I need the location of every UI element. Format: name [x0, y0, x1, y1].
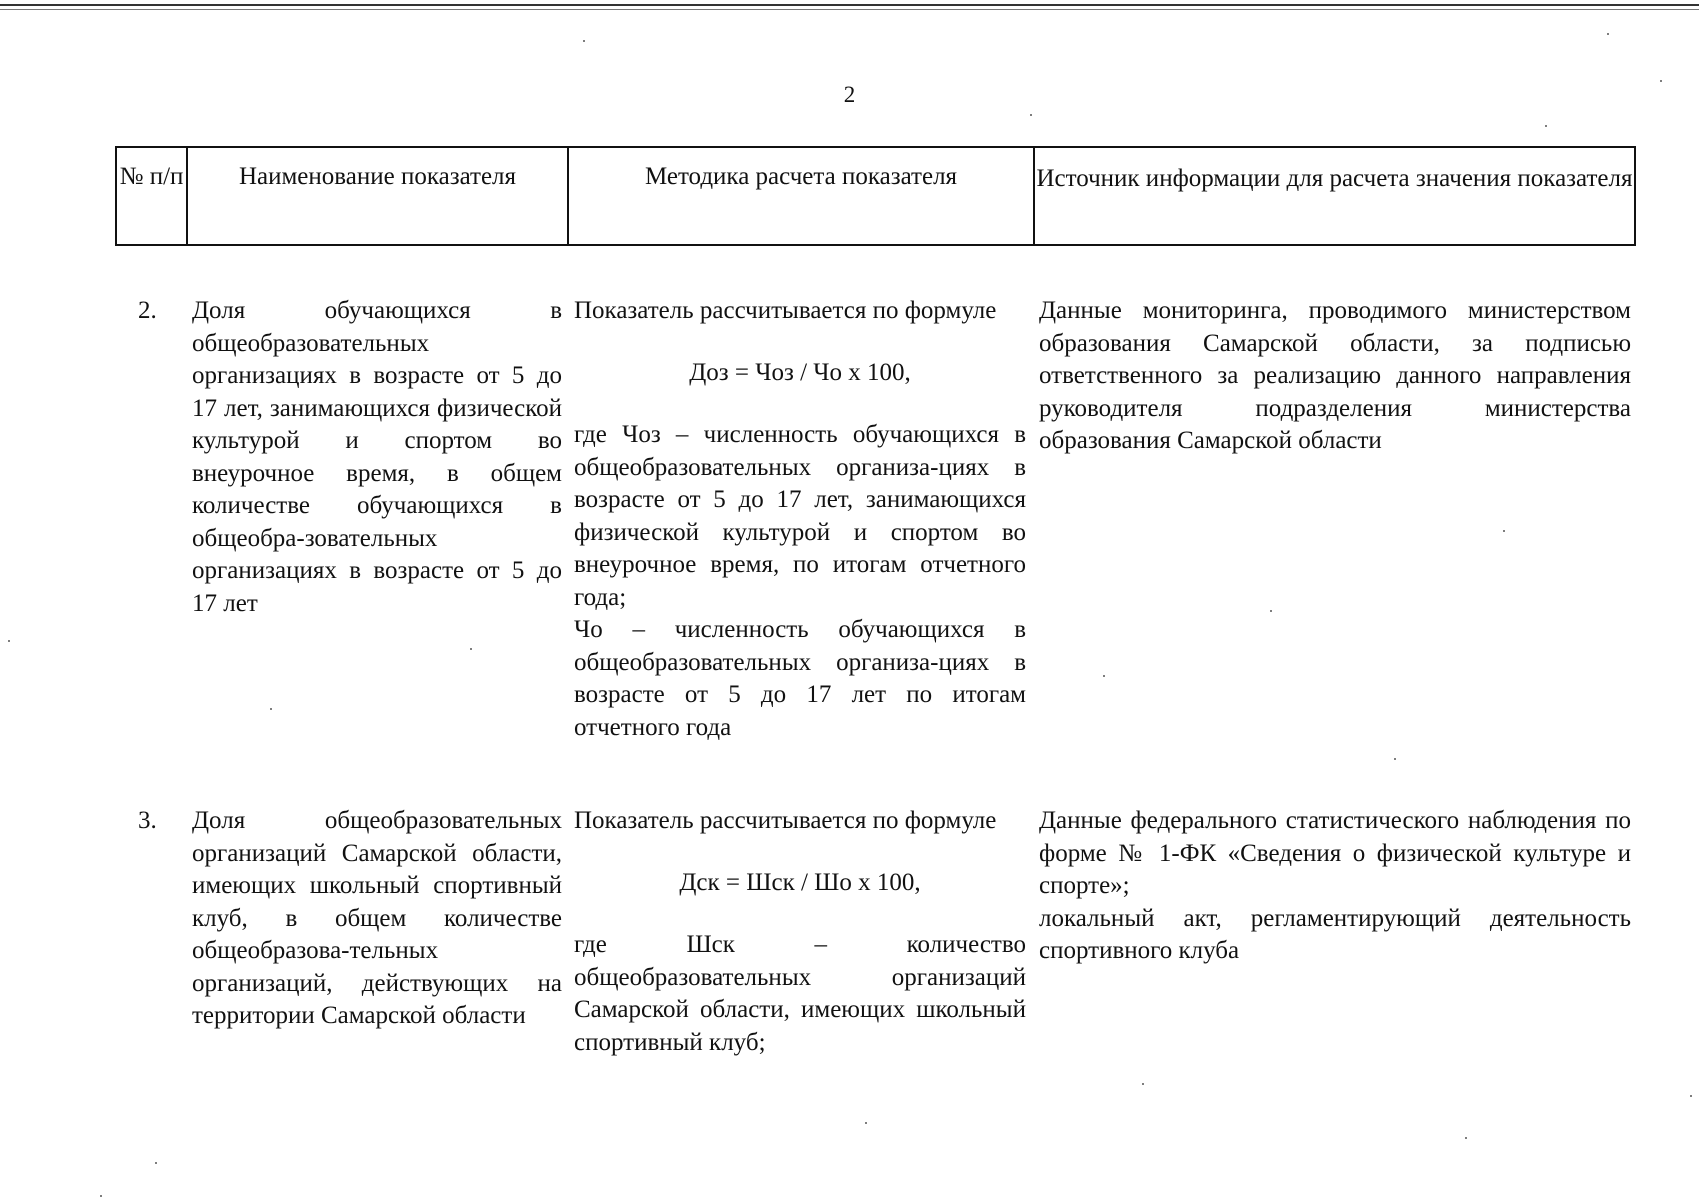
indicator-name: Доля обучающихся в общеобразовательных организациях в возрасте от 5 до 17 лет, занимающихся физической культурой и спортом во внеурочное время, в общем количестве обучающихся в общеобра-зовательных организациях в возрасте от 5 до 17 лет: [192, 297, 562, 617]
scan-speckle: [8, 640, 10, 642]
scan-speckle: [1142, 1083, 1144, 1085]
source-item: локальный акт, регламентирующий деятельность спортивного клуба: [1039, 904, 1631, 964]
source-item: Данные федерального статистического наблюдения по форме № 1-ФК «Сведения о физической культуре и спорте»;: [1039, 807, 1631, 899]
scan-speckle: [1270, 610, 1272, 612]
scan-speckle: [1690, 1095, 1692, 1097]
scan-speckle: [100, 1195, 102, 1197]
scan-speckle: [1030, 114, 1032, 116]
scan-border-line: [0, 4, 1699, 6]
information-source: Данные мониторинга, проводимого министерством образования Самарской области, за подписью ответственного за реализацию данного направления руководителя подразделения министерства образования Самарской области: [1039, 297, 1631, 454]
page-number: 2: [843, 82, 856, 107]
header-col-source: Источник информации для расчета значения показателя: [1036, 165, 1633, 192]
method-intro: Показатель рассчитывается по формуле: [574, 807, 997, 834]
scan-speckle: [583, 40, 585, 42]
row-number: 3.: [138, 807, 157, 834]
header-col-num: № п/п: [117, 148, 188, 244]
formula: Доз = Чоз / Чо х 100,: [689, 358, 911, 386]
table-header: [115, 146, 1636, 246]
row-number: 2.: [138, 297, 157, 324]
scan-speckle: [270, 708, 272, 710]
scan-speckle: [155, 1162, 157, 1164]
header-col-name: Наименование показателя: [188, 148, 569, 244]
method-definition: где Чоз – численность обучающихся в общеобразовательных организа-циях в возрасте от 5 до 17 лет, занимающихся физической культурой и спортом во внеурочное время, по итогам отчетного года;: [574, 421, 1026, 611]
information-source: [1039, 805, 1631, 968]
scan-speckle: [1607, 33, 1609, 35]
scan-speckle: [470, 648, 472, 650]
formula: Дск = Шск / Шо х 100,: [679, 868, 921, 896]
calculation-method: [574, 805, 1026, 1059]
method-intro: Показатель рассчитывается по формуле: [574, 297, 997, 324]
method-definition: где Шск – количество общеобразовательных организаций Самарской области, имеющих школьный спортивный клуб;: [574, 931, 1026, 1056]
scan-speckle: [1394, 758, 1396, 760]
scan-speckle: [865, 1122, 867, 1124]
scan-speckle: [1503, 530, 1505, 532]
scan-speckle: [1545, 125, 1547, 127]
calculation-method: [574, 295, 1026, 744]
method-definition: Чо – численность обучающихся в общеобразовательных организа-циях в возрасте от 5 до 17 лет по итогам отчетного года: [574, 616, 1026, 741]
scan-speckle: [1465, 1137, 1467, 1139]
scan-speckle: [1660, 80, 1662, 82]
scan-speckle: [1103, 675, 1105, 677]
header-col-method: Методика расчета показателя: [569, 148, 1035, 244]
scan-border-line: [0, 9, 1699, 10]
indicator-name: Доля общеобразовательных организаций Самарской области, имеющих школьный спортивный клуб, в общем количестве общеобразова-тельных организаций, действующих на территории Самарской области: [192, 807, 562, 1029]
